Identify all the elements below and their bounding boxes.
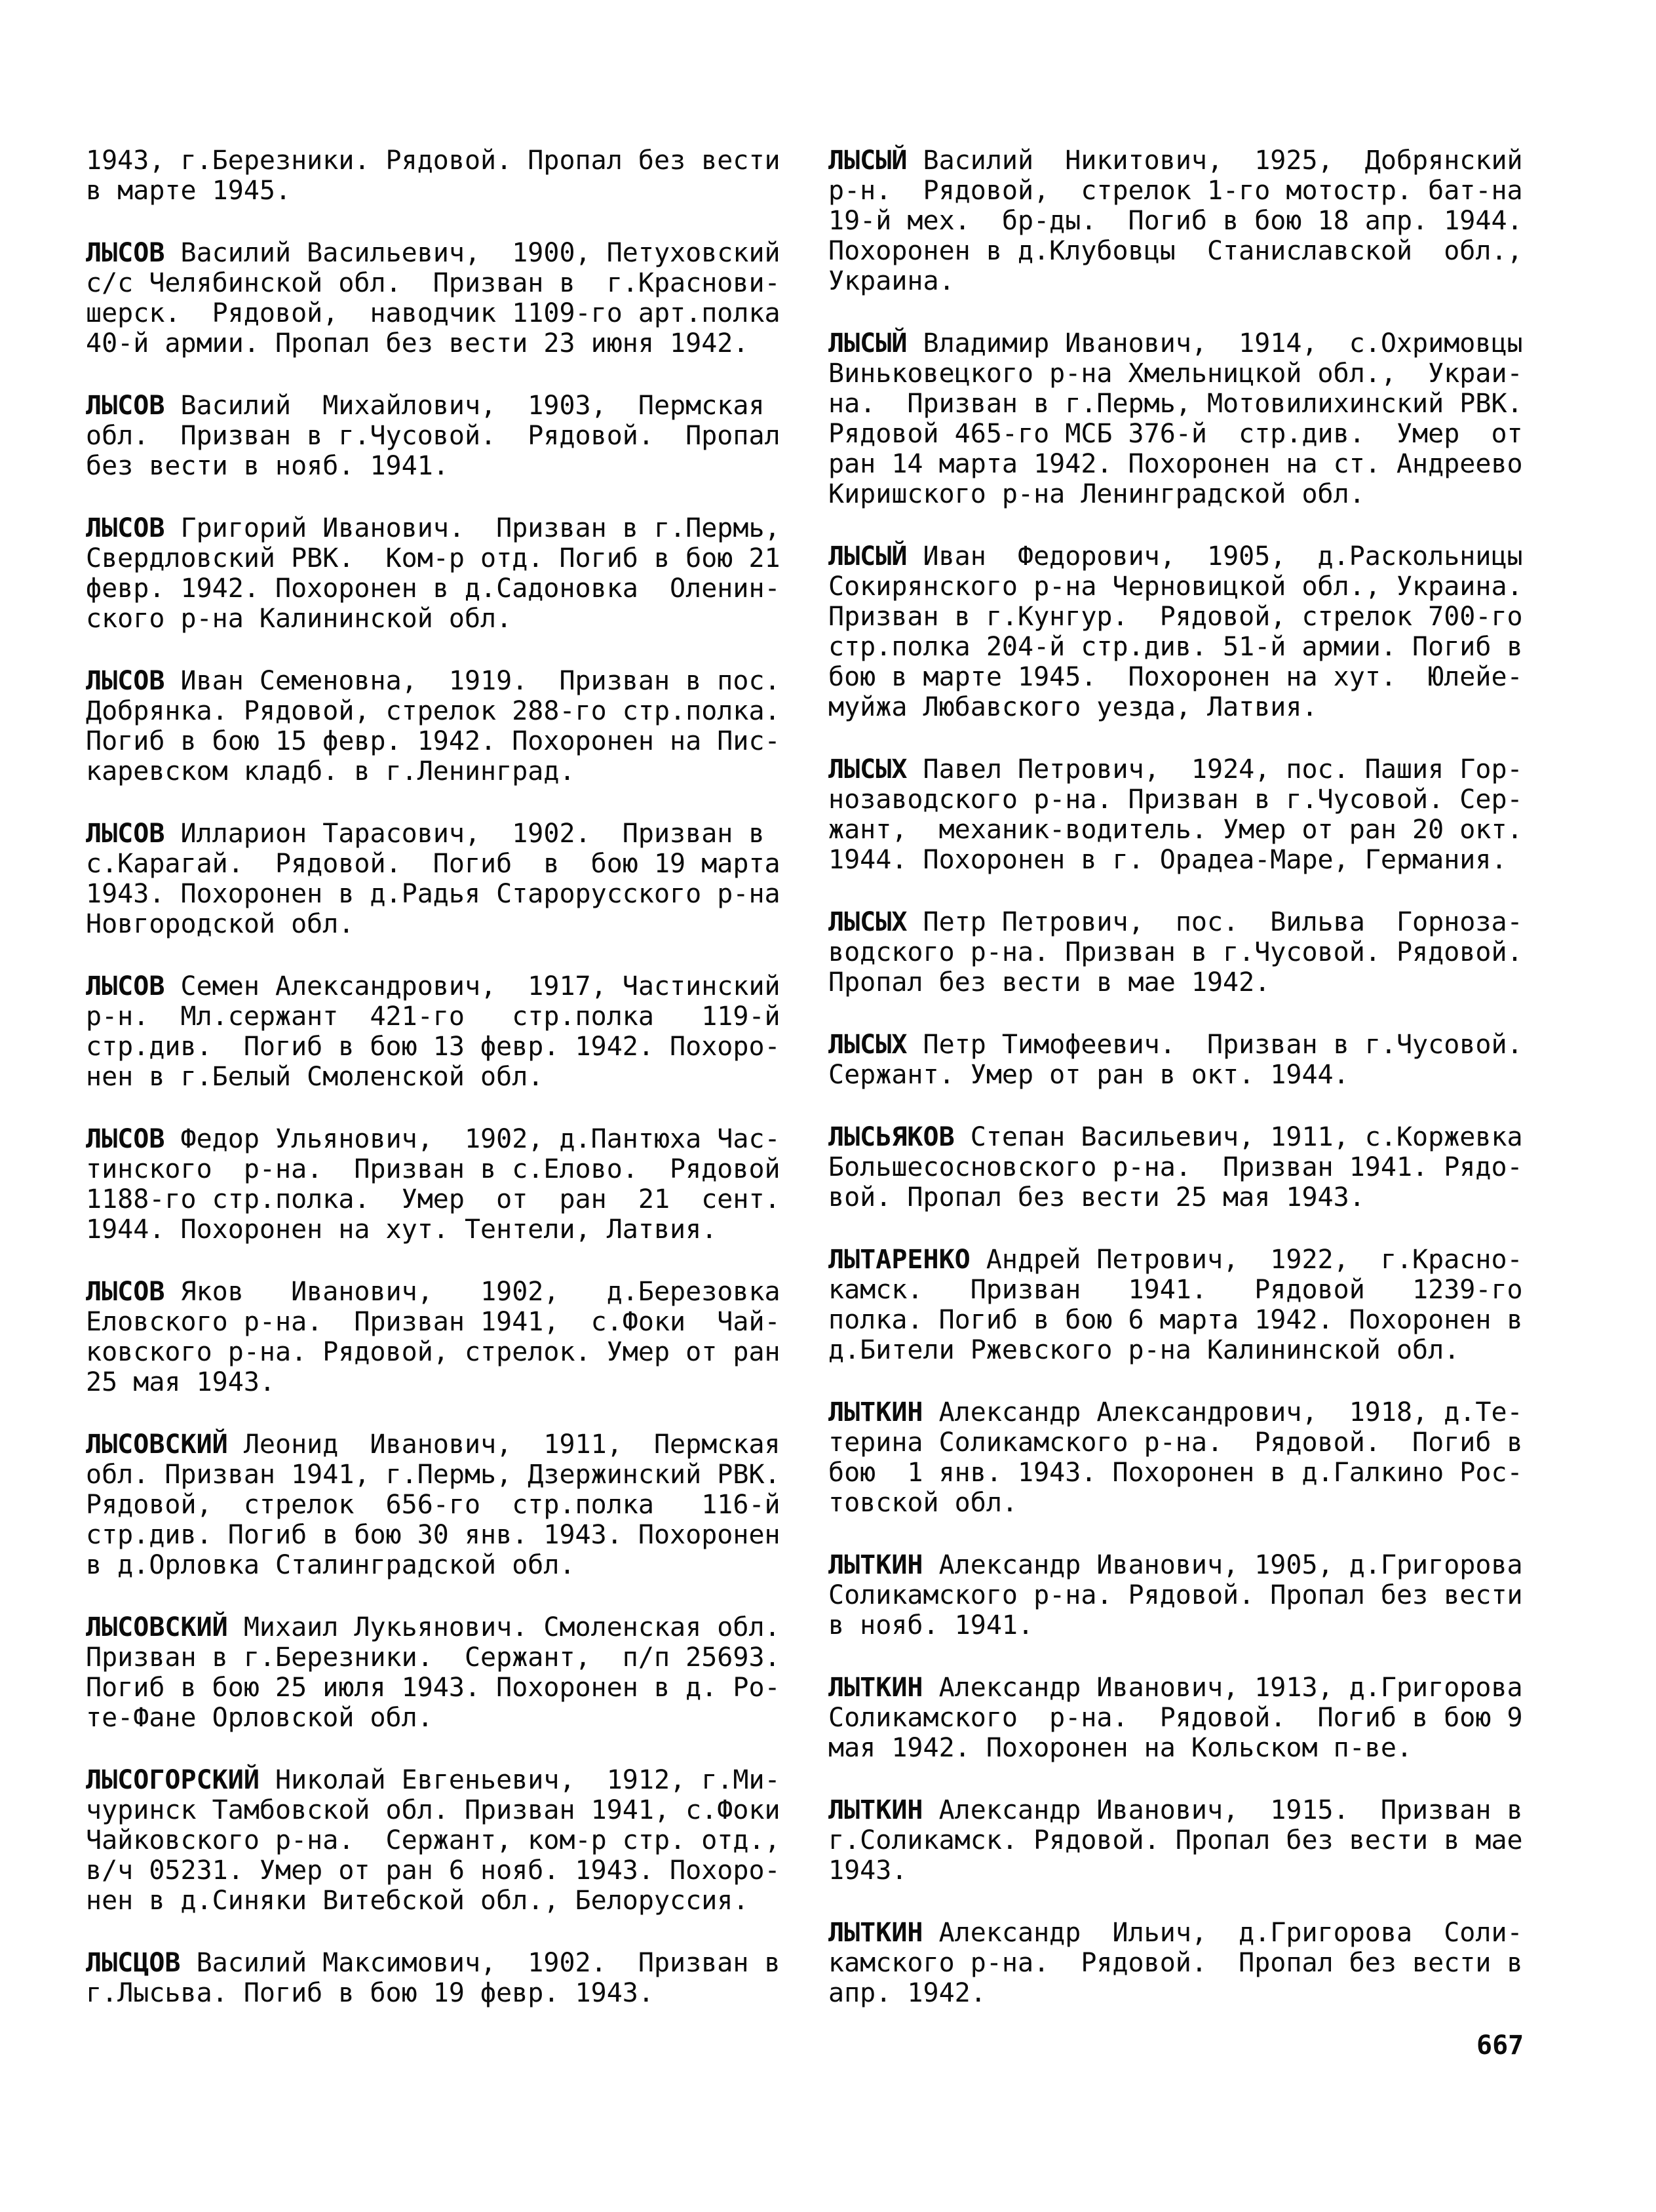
entry-line: водского р-на. Призван в г.Чусовой. Рядовой. (828, 937, 1523, 967)
memorial-entry (828, 1122, 1562, 1213)
surname: ЛЫТКИН (828, 1795, 923, 1825)
surname: ЛЫСОВ (86, 971, 165, 1001)
entry-line: ЛЫСОВ Илларион Тарасович, 1902. Призван в (86, 819, 765, 849)
surname: ЛЫСОВ (86, 1124, 165, 1154)
entry-line: Соликамского р-на. Рядовой. Погиб в бою 9 (828, 1703, 1523, 1733)
entry-line: каревском кладб. в г.Ленинград. (86, 756, 575, 786)
memorial-entry (86, 1765, 820, 1916)
entry-line: в д.Орловка Сталинградской обл. (86, 1550, 575, 1580)
surname: ЛЫСОВ (86, 1277, 165, 1307)
entry-line: ЛЫТКИН Александр Иванович, 1905, д.Григорова (828, 1550, 1523, 1580)
entry-line: р-н. Рядовой, стрелок 1-го мотостр. бат-на (828, 176, 1523, 206)
surname: ЛЫСОВСКИЙ (86, 1612, 228, 1642)
entry-line: ЛЫСЦОВ Василий Максимович, 1902. Призван в (86, 1948, 780, 1978)
page-number: 667 (1476, 2030, 1524, 2061)
entry-line: Украина. (828, 266, 955, 296)
entry-line: товской обл. (828, 1488, 1018, 1518)
entry-line: стр.полка 204-й стр.див. 51-й армии. Погиб в (828, 632, 1523, 662)
entry-line: 1944. Похоронен в г. Орадеа-Маре, Германия. (828, 845, 1507, 875)
entry-line: Чайковского р-на. Сержант, ком-р стр. отд., (86, 1825, 780, 1855)
entry-line: шерск. Рядовой, наводчик 1109-го арт.полка (86, 298, 780, 328)
entry-line: Пропал без вести в мае 1942. (828, 967, 1271, 998)
entry-line: г.Соликамск. Рядовой. Пропал без вести в мае (828, 1825, 1523, 1855)
entry-line: нен в г.Белый Смоленской обл. (86, 1062, 544, 1092)
entry-line: тинского р-на. Призван в с.Елово. Рядовой (86, 1154, 780, 1184)
entry-line: бою в марте 1945. Похоронен на хут. Юлейе- (828, 662, 1523, 692)
entry-line: те-Фане Орловской обл. (86, 1703, 433, 1733)
entry-line: камского р-на. Рядовой. Пропал без вести в (828, 1948, 1523, 1978)
entry-line: бою 1 янв. 1943. Похоронен в д.Галкино Рос- (828, 1458, 1523, 1488)
entry-line: Большесосновского р-на. Призван 1941. Рядо- (828, 1152, 1523, 1182)
surname: ЛЫСОГОРСКИЙ (86, 1765, 260, 1795)
entry-line: Еловского р-на. Призван 1941, с.Фоки Чай- (86, 1307, 780, 1337)
entry-line: ЛЫСОВ Василий Михайлович, 1903, Пермская (86, 391, 765, 421)
entry-line: с/с Челябинской обл. Призван в г.Краснови- (86, 268, 780, 298)
entry-line: муйжа Любавского уезда, Латвия. (828, 692, 1318, 722)
surname: ЛЫСЫХ (828, 907, 908, 937)
entry-line: нен в д.Синяки Витебской обл., Белоруссия. (86, 1886, 749, 1916)
memorial-entry (86, 971, 820, 1092)
surname: ЛЫСЦОВ (86, 1948, 181, 1978)
memorial-entry (828, 541, 1562, 722)
entry-line: д.Бители Ржевского р-на Калининской обл. (828, 1335, 1460, 1365)
entry-line: апр. 1942. (828, 1978, 986, 2008)
memorial-entry (86, 1124, 820, 1245)
entry-line: Свердловский РВК. Ком-р отд. Погиб в бою 21 (86, 543, 780, 573)
surname: ЛЫТКИН (828, 1397, 923, 1427)
entry-line: ЛЫСОВ Григорий Иванович. Призван в г.Пермь, (86, 513, 780, 543)
entry-line: Призван в г.Кунгур. Рядовой, стрелок 700-го (828, 602, 1523, 632)
entry-line: 19-й мех. бр-ды. Погиб в бою 18 апр. 1944. (828, 206, 1523, 236)
memorial-entry (828, 1245, 1562, 1365)
surname: ЛЫСЫЙ (828, 541, 908, 572)
surname: ЛЫТКИН (828, 1918, 923, 1948)
memorial-entry (86, 146, 820, 206)
entry-line: Погиб в бою 15 февр. 1942. Похоронен на Пис- (86, 726, 780, 756)
memorial-entry (828, 1795, 1562, 1886)
entry-line: Рядовой 465-го МСБ 376-й стр.див. Умер от (828, 419, 1523, 449)
entry-line: Призван в г.Березники. Сержант, п/п 25693. (86, 1642, 780, 1673)
entry-line: ЛЫСЫЙ Василий Никитович, 1925, Добрянский (828, 146, 1523, 176)
memorial-entry (828, 1673, 1562, 1763)
memorial-entry (86, 1948, 820, 2008)
entry-line: ЛЫСОГОРСКИЙ Николай Евгеньевич, 1912, г.Ми- (86, 1765, 780, 1795)
entry-line: ЛЫСОВ Иван Семеновна, 1919. Призван в пос. (86, 666, 780, 696)
memorial-entry (86, 513, 820, 634)
entry-line: 25 мая 1943. (86, 1367, 275, 1397)
memorial-entry (828, 1550, 1562, 1640)
entry-line: Сокирянского р-на Черновицкой обл., Украина. (828, 572, 1523, 602)
memorial-entry (828, 1918, 1562, 2008)
surname: ЛЫТКИН (828, 1673, 923, 1703)
surname: ЛЫСЫЙ (828, 328, 908, 359)
memorial-column-left (86, 146, 820, 2008)
entry-line: ЛЫСЫХ Павел Петрович, 1924, пос. Пашия Гор- (828, 754, 1523, 785)
entry-line: ЛЫСЫЙ Иван Федорович, 1905, д.Раскольницы (828, 541, 1523, 572)
memorial-entry (828, 1030, 1562, 1090)
surname: ЛЫСОВ (86, 238, 165, 268)
entry-line: ЛЫСОВ Василий Васильевич, 1900, Петуховский (86, 238, 780, 268)
memorial-entry (828, 328, 1562, 509)
entry-line: ЛЫСОВСКИЙ Михаил Лукьянович. Смоленская обл. (86, 1612, 780, 1642)
entry-line: без вести в нояб. 1941. (86, 451, 449, 481)
entry-line: г.Лысьва. Погиб в бою 19 февр. 1943. (86, 1978, 654, 2008)
entry-line: жант, механик-водитель. Умер от ран 20 окт. (828, 815, 1523, 845)
surname: ЛЫСОВ (86, 391, 165, 421)
memorial-entry (828, 146, 1562, 296)
entry-line: Соликамского р-на. Рядовой. Пропал без вести (828, 1580, 1523, 1610)
entry-line: чуринск Тамбовской обл. Призван 1941, с.Фоки (86, 1795, 780, 1825)
surname: ЛЫСЬЯКОВ (828, 1122, 955, 1152)
entry-line: 1188-го стр.полка. Умер от ран 21 сент. (86, 1184, 780, 1214)
entry-line: в/ч 05231. Умер от ран 6 нояб. 1943. Похоро- (86, 1855, 780, 1886)
entry-line: на. Призван в г.Пермь, Мотовилихинский РВК. (828, 389, 1523, 419)
memorial-entry (86, 1612, 820, 1733)
entry-line: ЛЫТКИН Александр Иванович, 1915. Призван в (828, 1795, 1523, 1825)
entry-line: нозаводского р-на. Призван в г.Чусовой. Сер- (828, 785, 1523, 815)
entry-line: в нояб. 1941. (828, 1610, 1034, 1640)
surname: ЛЫСЫХ (828, 1030, 908, 1060)
memorial-entry (86, 819, 820, 939)
entry-line: мая 1942. Похоронен на Кольском п-ве. (828, 1733, 1413, 1763)
surname: ЛЫСЫЙ (828, 146, 908, 176)
entry-line: февр. 1942. Похоронен в д.Садоновка Оленин- (86, 573, 780, 604)
entry-line: ЛЫСЬЯКОВ Степан Васильевич, 1911, с.Коржевка (828, 1122, 1523, 1152)
entry-line: 1943. Похоронен в д.Радья Старорусского р-на (86, 879, 780, 909)
entry-line: обл. Призван в г.Чусовой. Рядовой. Пропал (86, 421, 780, 451)
memorial-entry (86, 1429, 820, 1580)
entry-line: ЛЫСОВ Семен Александрович, 1917, Частинский (86, 971, 780, 1001)
memorial-column-right (828, 146, 1562, 2008)
entry-line: Похоронен в д.Клубовцы Станиславской обл., (828, 236, 1523, 266)
surname: ЛЫСОВ (86, 666, 165, 696)
entry-line: в марте 1945. (86, 176, 292, 206)
memorial-entry (86, 1277, 820, 1397)
entry-line: 1944. Похоронен на хут. Тентели, Латвия. (86, 1214, 718, 1245)
memorial-entry (86, 391, 820, 481)
entry-line: 1943. (828, 1855, 908, 1886)
entry-line: Рядовой, стрелок 656-го стр.полка 116-й (86, 1490, 780, 1520)
entry-line: Виньковецкого р-на Хмельницкой обл., Украи- (828, 359, 1523, 389)
entry-line: ран 14 марта 1942. Похоронен на ст. Андреево (828, 449, 1523, 479)
entry-line: обл. Призван 1941, г.Пермь, Дзержинский РВК. (86, 1460, 780, 1490)
entry-line: Киришского р-на Ленинградской обл. (828, 479, 1365, 509)
surname: ЛЫТАРЕНКО (828, 1245, 971, 1275)
memorial-entry (86, 666, 820, 786)
entry-line: ЛЫТАРЕНКО Андрей Петрович, 1922, г.Красно- (828, 1245, 1523, 1275)
memorial-entry (828, 1397, 1562, 1518)
memorial-entry (828, 754, 1562, 875)
entry-line: камск. Призван 1941. Рядовой 1239-го (828, 1275, 1523, 1305)
entry-line: с.Карагай. Рядовой. Погиб в бою 19 марта (86, 849, 780, 879)
entry-line: полка. Погиб в бою 6 марта 1942. Похоронен в (828, 1305, 1523, 1335)
entry-line: Добрянка. Рядовой, стрелок 288-го стр.полка. (86, 696, 780, 726)
entry-line: Погиб в бою 25 июля 1943. Похоронен в д. Ро- (86, 1673, 780, 1703)
entry-line: 40-й армии. Пропал без вести 23 июня 1942. (86, 328, 749, 359)
surname: ЛЫТКИН (828, 1550, 923, 1580)
surname: ЛЫСЫХ (828, 754, 908, 785)
entry-line: р-н. Мл.сержант 421-го стр.полка 119-й (86, 1001, 780, 1032)
entry-line: ЛЫСЫХ Петр Тимофеевич. Призван в г.Чусовой. (828, 1030, 1523, 1060)
entry-line: ЛЫТКИН Александр Иванович, 1913, д.Григорова (828, 1673, 1523, 1703)
memorial-entry (86, 238, 820, 359)
entry-line: терина Соликамского р-на. Рядовой. Погиб в (828, 1427, 1523, 1458)
entry-line: Новгородской обл. (86, 909, 355, 939)
surname: ЛЫСОВ (86, 513, 165, 543)
entry-line: ЛЫТКИН Александр Александрович, 1918, д.Те- (828, 1397, 1523, 1427)
entry-line: стр.див. Погиб в бою 30 янв. 1943. Похоронен (86, 1520, 780, 1550)
surname: ЛЫСОВ (86, 819, 165, 849)
entry-line: ковского р-на. Рядовой, стрелок. Умер от ран (86, 1337, 780, 1367)
surname: ЛЫСОВСКИЙ (86, 1429, 228, 1460)
entry-line: ского р-на Калининской обл. (86, 604, 512, 634)
entry-line: вой. Пропал без вести 25 мая 1943. (828, 1182, 1365, 1213)
entry-line: ЛЫСОВСКИЙ Леонид Иванович, 1911, Пермская (86, 1429, 780, 1460)
entry-line: ЛЫСОВ Яков Иванович, 1902, д.Березовка (86, 1277, 780, 1307)
entry-line: ЛЫТКИН Александр Ильич, д.Григорова Соли- (828, 1918, 1523, 1948)
entry-line: Сержант. Умер от ран в окт. 1944. (828, 1060, 1349, 1090)
memorial-entry (828, 907, 1562, 998)
entry-line: ЛЫСЫЙ Владимир Иванович, 1914, с.Охримовцы (828, 328, 1523, 359)
entry-line: ЛЫСОВ Федор Ульянович, 1902, д.Пантюха Час- (86, 1124, 780, 1154)
entry-line: 1943, г.Березники. Рядовой. Пропал без вести (86, 146, 780, 176)
entry-line: ЛЫСЫХ Петр Петрович, пос. Вильва Горноза- (828, 907, 1523, 937)
entry-line: стр.див. Погиб в бою 13 февр. 1942. Похоро- (86, 1032, 780, 1062)
